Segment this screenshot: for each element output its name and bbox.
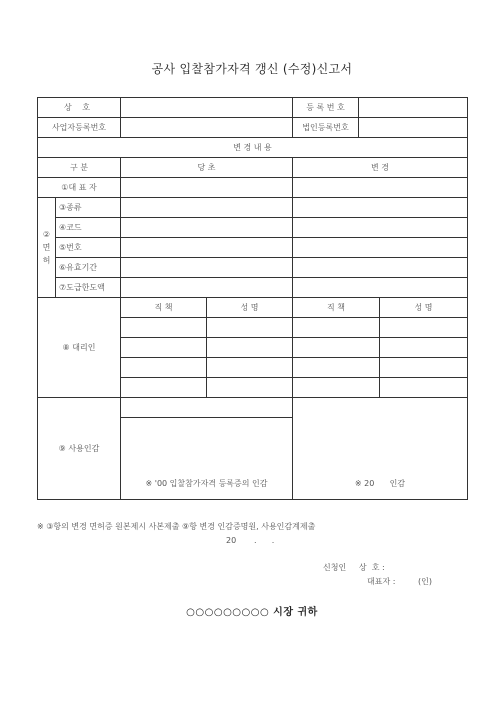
agent-cell[interactable]: [380, 358, 468, 378]
representative-line: 대표자 :: [367, 577, 396, 586]
seal-before-box[interactable]: [121, 398, 293, 418]
reg-no-field[interactable]: [359, 98, 468, 118]
agent-cell[interactable]: [121, 358, 207, 378]
footnote: ※ ③항의 변경 면허증 원본제시 사본제출 ⑨항 변경 인감증명원, 사용인감계제출: [37, 522, 316, 531]
agent-position-header-before: 직 책: [121, 298, 207, 318]
license-number-after[interactable]: [293, 238, 468, 258]
applicant-line: 신청인 상 호 :: [323, 563, 385, 572]
agent-name-header-before: 성 명: [207, 298, 293, 318]
license-limit-before[interactable]: [121, 278, 293, 298]
agent-cell[interactable]: [293, 338, 380, 358]
license-validity-before[interactable]: [121, 258, 293, 278]
agent-cell[interactable]: [121, 318, 207, 338]
agent-cell[interactable]: [293, 318, 380, 338]
agent-cell[interactable]: [121, 338, 207, 358]
seal-before-note: ※ '00 입찰참가자격 등록증의 인감: [145, 479, 268, 488]
trade-name-field[interactable]: [121, 98, 293, 118]
date-line: 20 . .: [226, 536, 275, 545]
license-code-label: ④코드: [56, 218, 121, 238]
license-type-label: ③종류: [56, 198, 121, 218]
license-code-before[interactable]: [121, 218, 293, 238]
after-header: 변 경: [293, 158, 468, 178]
seal-before-area[interactable]: [121, 418, 293, 500]
license-type-after[interactable]: [293, 198, 468, 218]
license-code-after[interactable]: [293, 218, 468, 238]
agent-cell[interactable]: [207, 358, 293, 378]
ceo-before-field[interactable]: [121, 178, 293, 198]
agent-name-header-after: 성 명: [380, 298, 468, 318]
agent-cell[interactable]: [207, 318, 293, 338]
agent-cell[interactable]: [207, 338, 293, 358]
agent-cell[interactable]: [380, 318, 468, 338]
document-title: 공사 입찰참가자격 갱신 (수정)신고서: [151, 62, 353, 76]
trade-name-label: 상 호: [38, 98, 121, 118]
agent-cell[interactable]: [293, 358, 380, 378]
license-type-before[interactable]: [121, 198, 293, 218]
agent-position-header-after: 직 책: [293, 298, 380, 318]
seal-mark: (인): [418, 577, 432, 586]
corp-reg-field[interactable]: [359, 118, 468, 138]
changes-header: 변 경 내 용: [38, 138, 468, 158]
agent-cell[interactable]: [380, 338, 468, 358]
business-reg-label: 사업자등록번호: [38, 118, 121, 138]
ceo-after-field[interactable]: [293, 178, 468, 198]
before-header: 당 초: [121, 158, 293, 178]
license-limit-after[interactable]: [293, 278, 468, 298]
seal-label: ⑨ 사용인감: [38, 398, 121, 500]
agent-cell[interactable]: [380, 378, 468, 398]
agent-cell[interactable]: [293, 378, 380, 398]
license-group-label: ② 면 허: [38, 198, 56, 298]
application-form-table: [37, 97, 468, 500]
ceo-label: ①대 표 자: [38, 178, 121, 198]
license-number-before[interactable]: [121, 238, 293, 258]
seal-after-note: ※ 20 인감: [354, 479, 406, 488]
license-limit-label: ⑦도급한도액: [56, 278, 121, 298]
corp-reg-label: 법인등록번호: [293, 118, 359, 138]
reg-no-label: 등 록 번 호: [293, 98, 359, 118]
seal-after-box[interactable]: [293, 398, 468, 500]
license-number-label: ⑤번호: [56, 238, 121, 258]
license-validity-after[interactable]: [293, 258, 468, 278]
recipient: ○○○○○○○○○ 시장 귀하: [186, 607, 318, 618]
agent-cell[interactable]: [121, 378, 207, 398]
agent-label: ⑧ 대리인: [38, 298, 121, 398]
license-validity-label: ⑥유효기간: [56, 258, 121, 278]
business-reg-field[interactable]: [121, 118, 293, 138]
agent-cell[interactable]: [207, 378, 293, 398]
category-header: 구 분: [38, 158, 121, 178]
